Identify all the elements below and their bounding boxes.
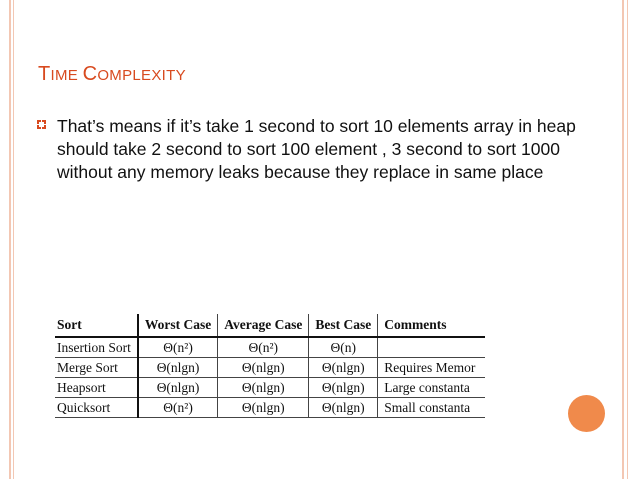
cell-average: Θ(nlgn) [218,398,309,418]
cell-worst: Θ(n²) [138,337,218,358]
cell-sort: Quicksort [55,398,138,418]
header-worst-case: Worst Case [138,314,218,337]
right-border-rail-inner [627,0,628,479]
cell-comments: Small constanta [378,398,486,418]
header-sort: Sort [55,314,138,337]
cell-sort: Merge Sort [55,358,138,378]
left-border-rail-inner [13,0,14,479]
cell-average: Θ(nlgn) [218,378,309,398]
table-row [55,378,485,398]
cell-average: Θ(n²) [218,337,309,358]
table-row [55,398,485,418]
table-header-row [55,314,485,337]
bullet-text: That’s means if it’s take 1 second to sort 10 elements array in heap should take 2 second to sort 100 element , 3 second to sort 1000 without any memory leaks because they replace in same place [57,116,576,182]
cell-comments [378,337,486,358]
header-average-case: Average Case [218,314,309,337]
header-comments: Comments [378,314,486,337]
cell-worst: Θ(n²) [138,398,218,418]
cell-comments: Large constanta [378,378,486,398]
cell-best: Θ(nlgn) [309,398,378,418]
cell-best: Θ(n) [309,337,378,358]
cell-comments: Requires Memor [378,358,486,378]
table-row [55,337,485,358]
right-border-rail [622,0,624,479]
header-best-case: Best Case [309,314,378,337]
cell-best: Θ(nlgn) [309,378,378,398]
decorative-orange-dot [568,395,605,432]
cell-sort: Heapsort [55,378,138,398]
cell-worst: Θ(nlgn) [138,358,218,378]
cell-worst: Θ(nlgn) [138,378,218,398]
cell-average: Θ(nlgn) [218,358,309,378]
cell-sort: Insertion Sort [55,337,138,358]
diamond-bullet-icon [36,119,47,130]
sorting-complexity-table [55,314,485,418]
cell-best: Θ(nlgn) [309,358,378,378]
left-border-rail [9,0,11,479]
slide-title: TIME COMPLEXITY [38,63,186,85]
table-row [55,358,485,378]
